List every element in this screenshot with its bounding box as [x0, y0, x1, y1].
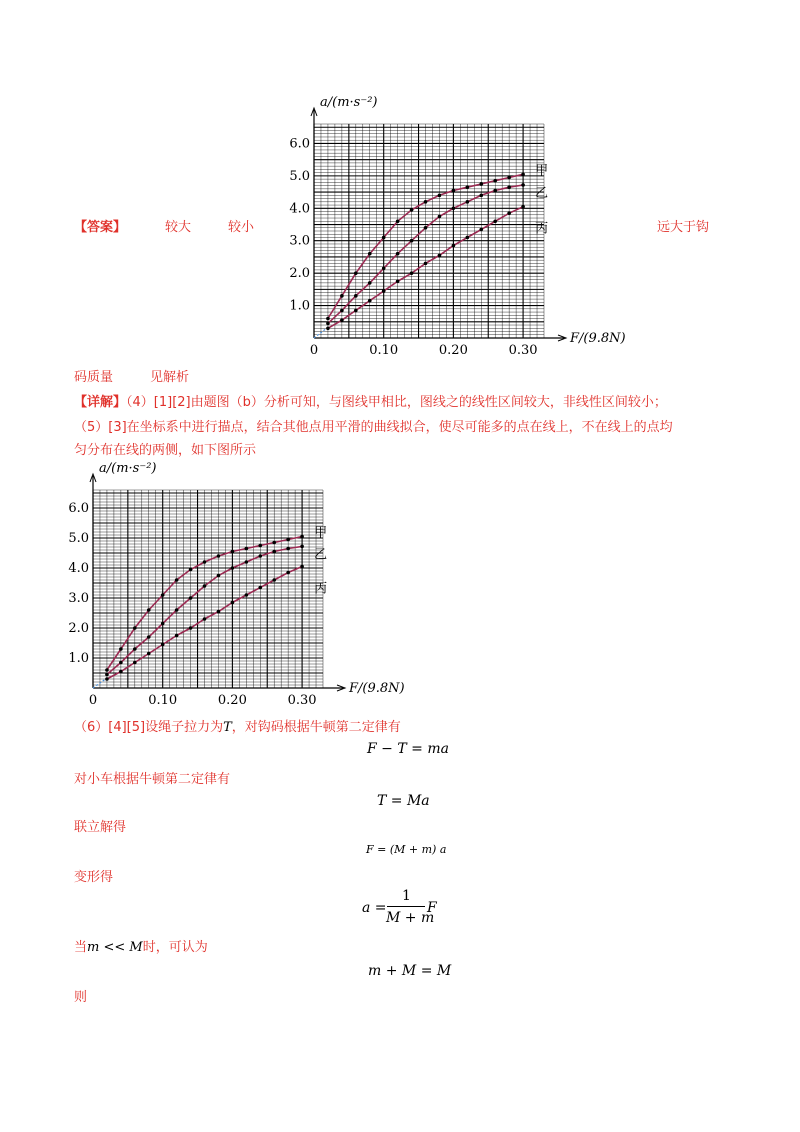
eq4-denominator: M + m — [386, 910, 435, 926]
answer-line2b: 见解析 — [150, 370, 190, 385]
detail-p5b: 匀分布在线的两侧，如下图所示 — [74, 443, 257, 458]
data-point — [493, 219, 497, 223]
data-point — [493, 179, 497, 183]
data-point — [175, 578, 179, 582]
x-tick-label: 0.30 — [508, 343, 538, 358]
data-point — [507, 211, 511, 215]
data-point — [161, 643, 165, 647]
series-label: 甲 — [535, 163, 549, 179]
data-point — [354, 294, 358, 298]
x-tick-label: 0.20 — [217, 693, 247, 708]
y-tick-label: 6.0 — [289, 136, 310, 152]
series-label: 乙 — [314, 547, 328, 563]
data-point — [189, 568, 193, 572]
data-point — [354, 271, 358, 275]
data-point — [452, 207, 456, 211]
data-point — [119, 670, 123, 674]
var-T: T — [223, 720, 232, 735]
data-point — [203, 560, 207, 564]
data-point — [189, 596, 193, 600]
data-point — [368, 281, 372, 285]
data-point — [507, 185, 511, 189]
data-point — [410, 208, 414, 212]
y-tick-label: 6.0 — [68, 501, 89, 516]
data-point — [133, 647, 137, 651]
x-axis-label: F/(9.8N) — [349, 681, 405, 696]
fit-extension — [93, 679, 106, 688]
y-tick-label: 2.0 — [289, 266, 310, 282]
data-point — [368, 252, 372, 256]
equation-2: T = Ma — [377, 793, 430, 809]
data-point — [286, 547, 290, 551]
data-point — [258, 554, 262, 558]
data-point — [161, 622, 165, 626]
data-point — [189, 626, 193, 630]
data-point — [466, 236, 470, 240]
series-label: 丙 — [314, 581, 328, 597]
data-point — [521, 183, 525, 187]
answer-line2a: 码质量 — [74, 370, 114, 385]
data-point — [147, 608, 151, 612]
data-point — [272, 541, 276, 545]
x-tick-label: 0.20 — [438, 343, 468, 358]
data-point — [147, 635, 151, 639]
data-point — [340, 318, 344, 322]
data-point — [300, 565, 304, 569]
data-point — [424, 200, 428, 204]
x-tick-label: 0 — [88, 693, 98, 708]
detail-when-b: 时，可认为 — [142, 940, 208, 955]
data-point — [326, 322, 330, 326]
eq4-lhs: a = — [362, 900, 387, 916]
data-point — [479, 194, 483, 198]
eq4-numerator: 1 — [402, 888, 411, 904]
data-point — [133, 661, 137, 665]
data-point — [479, 228, 483, 232]
data-point — [507, 176, 511, 180]
data-point — [326, 326, 330, 330]
equation-1: F − T = ma — [367, 741, 449, 757]
detail-p5a: （5）[3]在坐标系中进行描点，结合其他点用平滑的曲线拟合，使尽可能多的点在线上，不在线上的点均 — [74, 420, 673, 435]
data-point — [396, 252, 400, 256]
x-tick-label: 0 — [309, 343, 319, 358]
eq4-rhs: F — [427, 900, 437, 916]
answer-blank-2: 较小 — [228, 220, 255, 235]
data-point — [521, 205, 525, 209]
data-point — [396, 219, 400, 223]
data-point — [286, 571, 290, 575]
detail-p4: （4）[1][2]由题图（b）分析可知，与图线甲相比，图线之的线性区间较大，非线性区间较小； — [126, 395, 667, 410]
series-label: 丙 — [535, 221, 549, 237]
data-point — [119, 647, 123, 651]
data-point — [438, 215, 442, 219]
eq4-fraction-bar — [387, 906, 425, 907]
data-point — [231, 601, 235, 605]
data-point — [466, 200, 470, 204]
equation-5: m + M = M — [368, 963, 452, 979]
data-point — [119, 661, 123, 665]
data-point — [105, 673, 109, 677]
data-point — [105, 677, 109, 681]
y-tick-label: 4.0 — [289, 201, 310, 217]
data-point — [217, 574, 221, 578]
data-point — [424, 226, 428, 230]
series-label: 乙 — [535, 185, 549, 201]
data-point — [493, 189, 497, 193]
y-tick-label: 3.0 — [289, 233, 310, 249]
detail-p6-tail: ，对钩码根据牛顿第二定律有 — [231, 720, 401, 735]
y-tick-label: 2.0 — [68, 621, 89, 636]
data-point — [175, 608, 179, 612]
data-point — [231, 566, 235, 570]
data-point — [382, 266, 386, 270]
answer-blank-3: 远大于钩 — [657, 220, 710, 235]
y-tick-label: 3.0 — [68, 591, 89, 606]
x-axis-label: F/(9.8N) — [570, 331, 626, 346]
y-tick-label: 4.0 — [68, 561, 89, 576]
equation-3: F = (M + m) a — [366, 843, 447, 856]
data-point — [354, 309, 358, 313]
data-point — [203, 617, 207, 621]
data-point — [161, 593, 165, 597]
data-point — [272, 578, 276, 582]
data-point — [300, 535, 304, 539]
data-point — [382, 236, 386, 240]
answer-blank-1: 较大 — [165, 220, 192, 235]
data-point — [410, 239, 414, 243]
data-point — [452, 189, 456, 193]
y-tick-label: 5.0 — [289, 168, 310, 184]
data-point — [396, 279, 400, 283]
detail-then: 则 — [74, 990, 88, 1005]
data-point — [217, 610, 221, 614]
grid — [93, 490, 323, 688]
data-point — [424, 262, 428, 266]
data-point — [231, 550, 235, 554]
data-point — [326, 317, 330, 321]
y-tick-label: 1.0 — [68, 651, 89, 666]
y-axis-label: a/(m·s⁻²) — [320, 95, 378, 110]
data-point — [452, 244, 456, 248]
data-point — [438, 194, 442, 198]
data-point — [272, 550, 276, 554]
detail-cart: 对小车根据牛顿第二定律有 — [74, 772, 231, 787]
x-tick-label: 0.30 — [287, 693, 317, 708]
series-label: 甲 — [314, 525, 328, 541]
data-point — [466, 185, 470, 189]
data-point — [147, 652, 151, 656]
answer-label: 【答案】 — [74, 220, 127, 235]
data-point — [105, 668, 109, 672]
data-point — [258, 544, 262, 548]
y-tick-label: 5.0 — [68, 531, 89, 546]
grid — [314, 124, 544, 338]
data-point — [368, 299, 372, 303]
detail-when-a: 当 — [74, 940, 88, 955]
data-point — [245, 560, 249, 564]
data-point — [382, 289, 386, 293]
x-tick-label: 0.10 — [148, 693, 178, 708]
data-point — [133, 626, 137, 630]
chart-bottom — [60, 460, 405, 708]
data-point — [286, 538, 290, 542]
data-point — [479, 182, 483, 186]
data-point — [245, 593, 249, 597]
data-point — [175, 634, 179, 638]
data-point — [300, 545, 304, 549]
fit-extension — [314, 328, 327, 338]
data-point — [410, 271, 414, 275]
y-axis-label: a/(m·s⁻²) — [99, 461, 157, 476]
detail-label: 【详解】 — [74, 395, 127, 410]
chart-top — [282, 94, 626, 358]
detail-solve: 联立解得 — [74, 820, 127, 835]
y-tick-label: 1.0 — [289, 298, 310, 314]
data-point — [521, 172, 525, 176]
data-point — [438, 254, 442, 258]
detail-transform: 变形得 — [74, 870, 114, 885]
x-tick-label: 0.10 — [369, 343, 399, 358]
data-point — [340, 294, 344, 298]
when-condition: m << M — [87, 940, 143, 955]
detail-p6: （6）[4][5]设绳子拉力为 — [74, 720, 224, 735]
data-point — [245, 547, 249, 551]
data-point — [340, 309, 344, 313]
data-point — [258, 586, 262, 590]
data-point — [203, 584, 207, 588]
data-point — [217, 554, 221, 558]
